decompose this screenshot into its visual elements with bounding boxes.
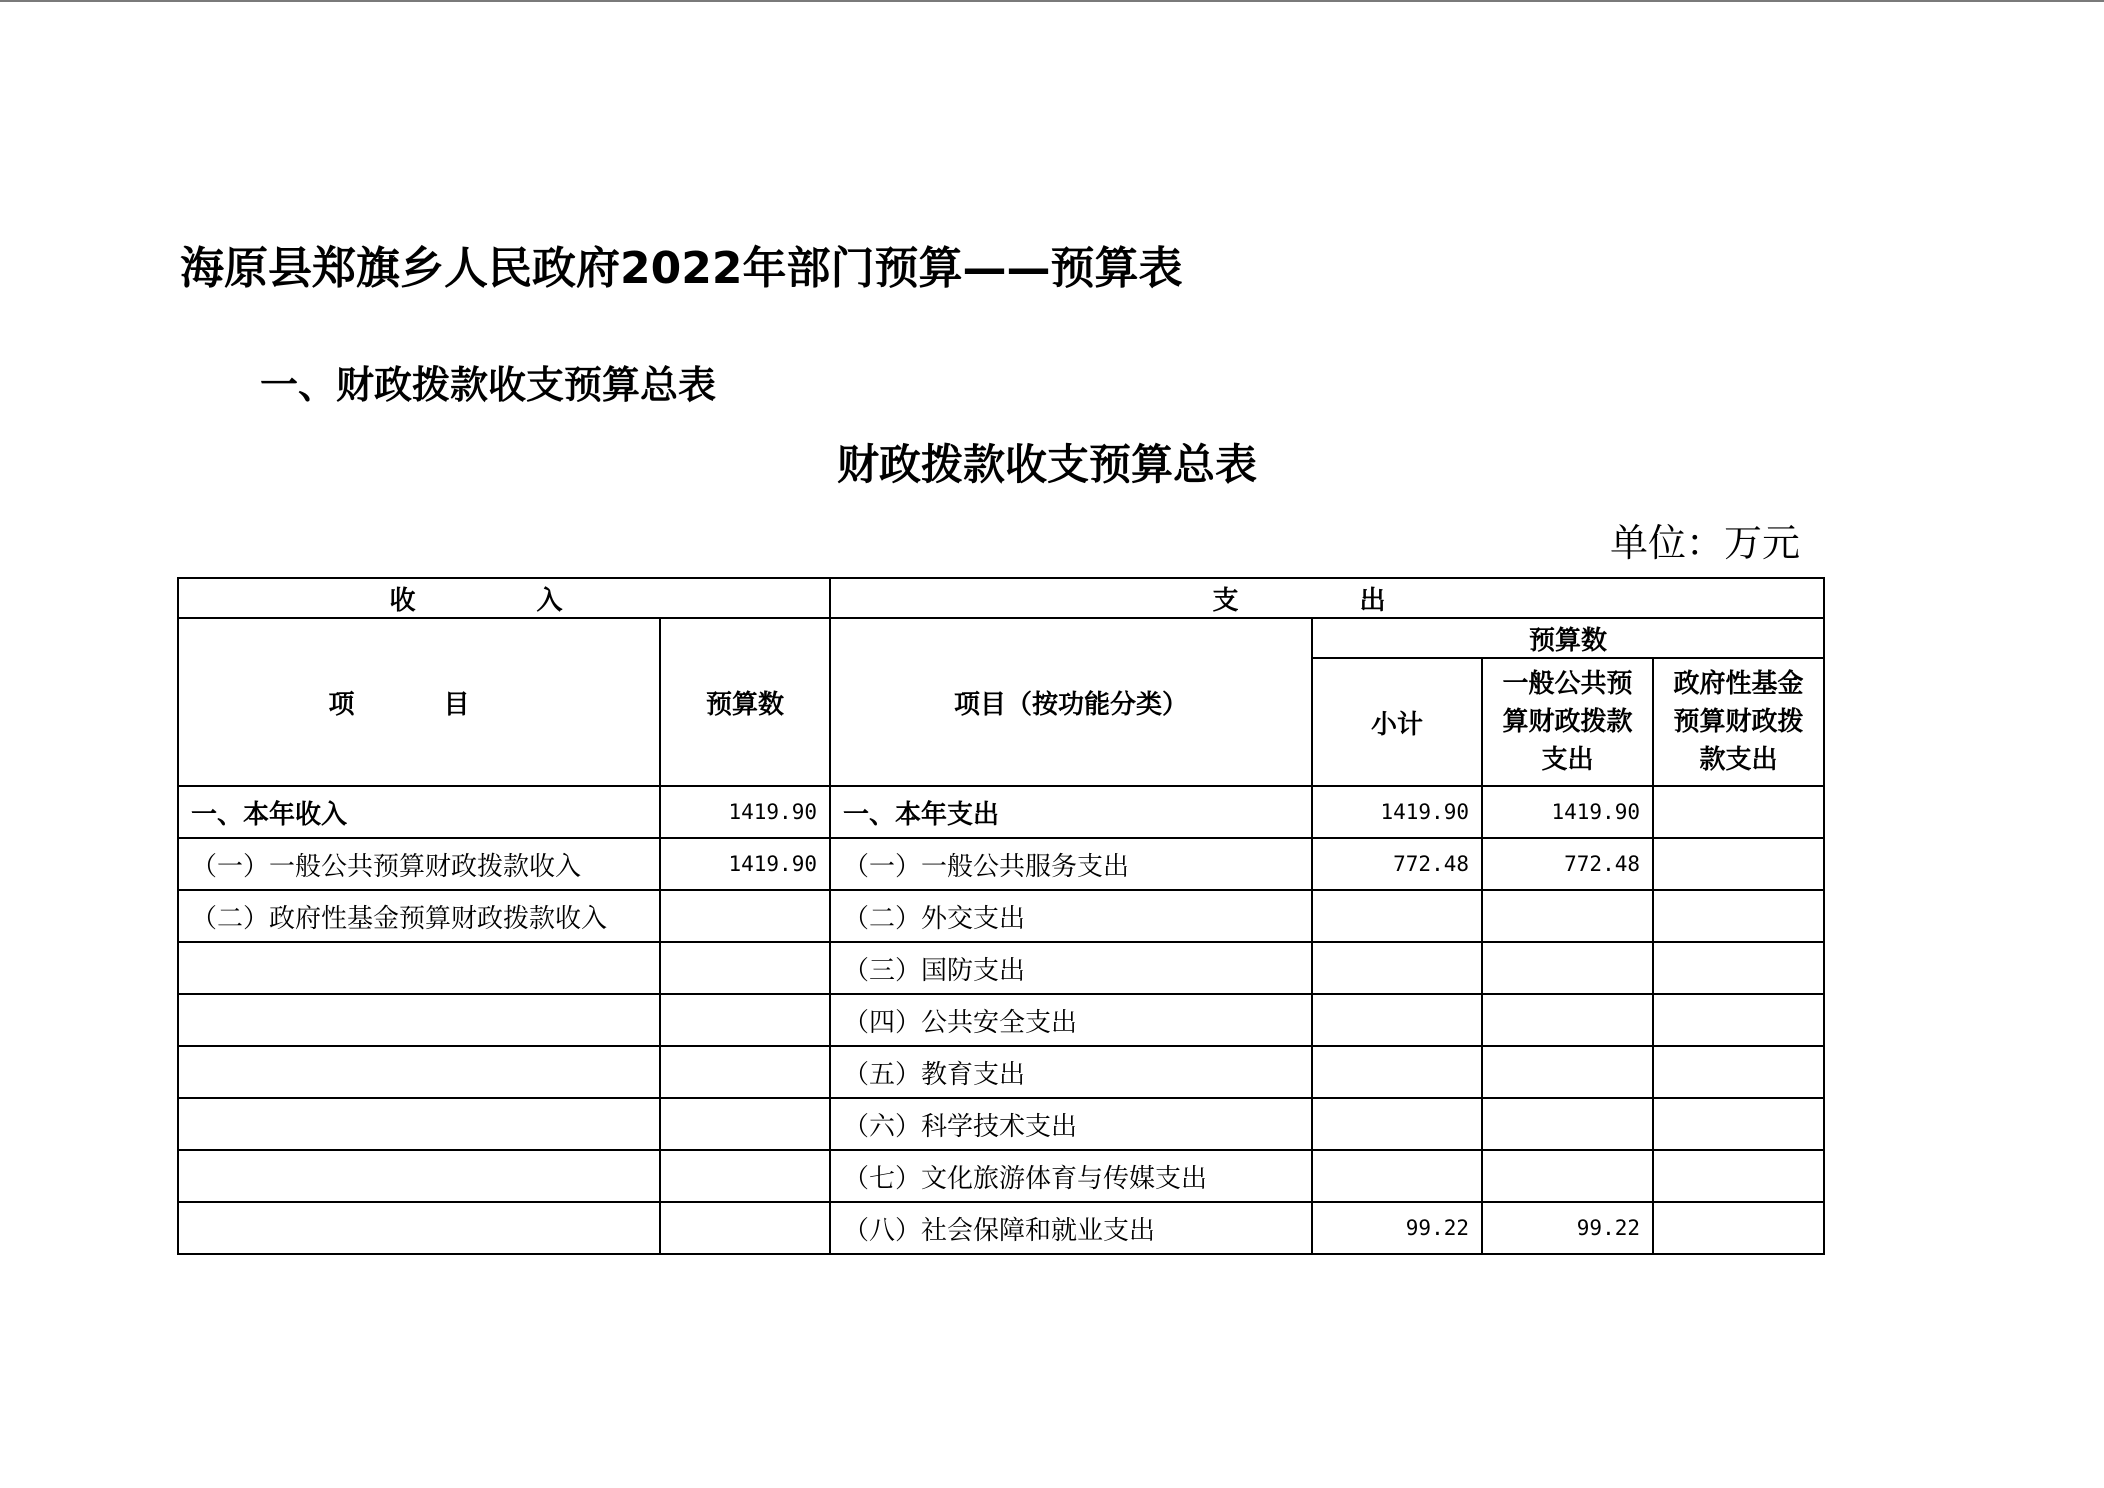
income-item-cell — [178, 1202, 660, 1254]
table-row — [178, 1150, 1824, 1202]
income-budget-cell — [660, 1150, 830, 1202]
income-budget-cell — [660, 1098, 830, 1150]
income-item-header-label: 项 目 — [328, 689, 510, 720]
income-budget-cell: 1419.90 — [660, 838, 830, 890]
page-top-border — [0, 0, 2104, 2]
general-public-header: 一般公共预算财政拨款支出 — [1482, 658, 1653, 786]
subtotal-cell — [1312, 1098, 1482, 1150]
income-item-header — [178, 618, 660, 786]
general-public-cell — [1482, 1098, 1653, 1150]
section-heading: 一、财政拨款收支预算总表 — [260, 363, 717, 407]
income-budget-cell — [660, 1202, 830, 1254]
expense-item-cell: （一）一般公共服务支出 — [830, 838, 1312, 890]
general-public-cell: 1419.90 — [1482, 786, 1653, 838]
subtotal-cell: 99.22 — [1312, 1202, 1482, 1254]
subtotal-cell — [1312, 1046, 1482, 1098]
income-header — [178, 578, 830, 618]
income-budget-cell: 1419.90 — [660, 786, 830, 838]
unit-label: 单位：万元 — [1609, 521, 1800, 565]
income-budget-cell — [660, 994, 830, 1046]
table-title: 财政拨款收支预算总表 — [836, 440, 1257, 489]
gov-fund-cell — [1653, 838, 1824, 890]
table-row — [178, 1202, 1824, 1254]
table-row — [178, 890, 1824, 942]
subtotal-cell — [1312, 890, 1482, 942]
income-item-cell — [178, 994, 660, 1046]
income-item-cell — [178, 1046, 660, 1098]
income-item-cell: （二）政府性基金预算财政拨款收入 — [178, 890, 660, 942]
subtotal-cell — [1312, 1150, 1482, 1202]
income-budget-cell — [660, 942, 830, 994]
gov-fund-cell — [1653, 1150, 1824, 1202]
income-item-cell — [178, 942, 660, 994]
general-public-cell — [1482, 994, 1653, 1046]
table-row — [178, 786, 1824, 838]
income-header-label: 收 入 — [389, 585, 619, 616]
gov-fund-cell — [1653, 1098, 1824, 1150]
header-row-main — [178, 578, 1824, 618]
expense-item-cell: 一、本年支出 — [830, 786, 1312, 838]
expense-item-cell: （三）国防支出 — [830, 942, 1312, 994]
expense-item-cell: （八）社会保障和就业支出 — [830, 1202, 1312, 1254]
expense-item-cell: （五）教育支出 — [830, 1046, 1312, 1098]
expense-header-label: 支 出 — [1212, 585, 1442, 616]
income-budget-cell — [660, 1046, 830, 1098]
general-public-cell — [1482, 1046, 1653, 1098]
table-row — [178, 1098, 1824, 1150]
income-item-cell: 一、本年收入 — [178, 786, 660, 838]
subtotal-cell: 772.48 — [1312, 838, 1482, 890]
subtotal-cell: 1419.90 — [1312, 786, 1482, 838]
income-item-cell — [178, 1098, 660, 1150]
budget-summary-table — [177, 577, 1825, 1255]
header-row-budget — [178, 618, 1824, 658]
expense-item-cell: （六）科学技术支出 — [830, 1098, 1312, 1150]
general-public-cell — [1482, 890, 1653, 942]
subtotal-header: 小计 — [1312, 658, 1482, 786]
general-public-cell — [1482, 1150, 1653, 1202]
expense-item-cell: （四）公共安全支出 — [830, 994, 1312, 1046]
expense-header — [830, 578, 1824, 618]
expense-item-cell: （二）外交支出 — [830, 890, 1312, 942]
gov-fund-header: 政府性基金预算财政拨款支出 — [1653, 658, 1824, 786]
general-public-cell — [1482, 942, 1653, 994]
gov-fund-cell — [1653, 1202, 1824, 1254]
table-row — [178, 994, 1824, 1046]
expense-budget-header: 预算数 — [1312, 618, 1824, 658]
subtotal-cell — [1312, 942, 1482, 994]
gov-fund-cell — [1653, 1046, 1824, 1098]
table-row — [178, 838, 1824, 890]
general-public-cell: 772.48 — [1482, 838, 1653, 890]
expense-item-header: 项目（按功能分类） — [830, 618, 1312, 786]
income-budget-header: 预算数 — [660, 618, 830, 786]
general-public-cell: 99.22 — [1482, 1202, 1653, 1254]
subtotal-cell — [1312, 994, 1482, 1046]
table-row — [178, 942, 1824, 994]
gov-fund-cell — [1653, 786, 1824, 838]
expense-item-cell: （七）文化旅游体育与传媒支出 — [830, 1150, 1312, 1202]
document-title: 海原县郑旗乡人民政府2022年部门预算——预算表 — [180, 243, 1183, 294]
table-row — [178, 1046, 1824, 1098]
income-item-cell: （一）一般公共预算财政拨款收入 — [178, 838, 660, 890]
gov-fund-cell — [1653, 890, 1824, 942]
income-budget-cell — [660, 890, 830, 942]
gov-fund-cell — [1653, 994, 1824, 1046]
income-item-cell — [178, 1150, 660, 1202]
gov-fund-cell — [1653, 942, 1824, 994]
